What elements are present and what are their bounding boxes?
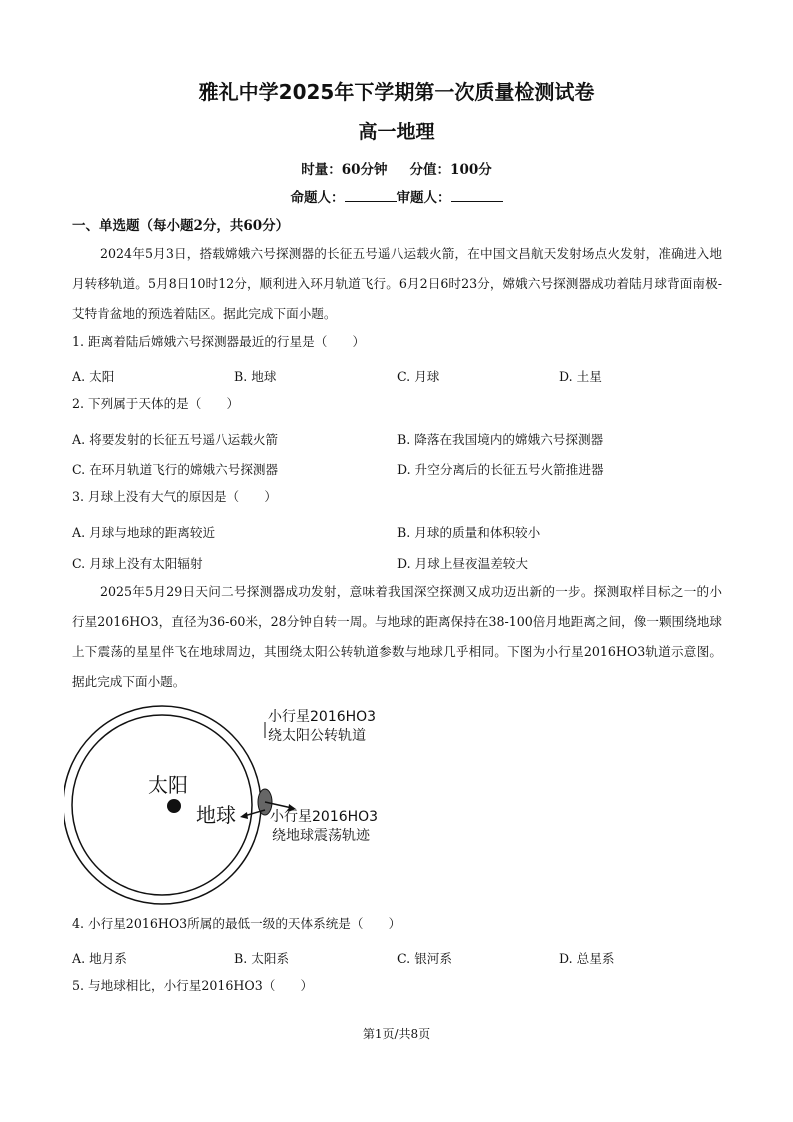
earth-arrow-head: [240, 812, 248, 819]
orbit-sun-label-1: 小行星2016HO3: [268, 709, 377, 725]
q2-option-c: C. 在环月轨道飞行的嫦娥六号探测器: [72, 462, 279, 477]
sun-label: 太阳: [148, 773, 188, 797]
time-label: 时量：60分钟: [301, 162, 388, 178]
question-5-stem: 5. 与地球相比，小行星2016HO3（ ）: [72, 978, 314, 993]
passage-1: 2024年5月3日，搭载嫦娥六号探测器的长征五号遥八运载火箭，在中国文昌航天发射场点火发射，准确进入地月转移轨道。5月8日10时12分，顺利进入环月轨道飞行。6月2日6时23分，嫦娥六号探测器成功着陆月球背面南极-艾特肯盆地的预选着陆区。据此完成下面小题。: [72, 246, 722, 321]
q1-option-a: A. 太阳: [72, 369, 115, 384]
section-heading: 一、单选题（每小题2分，共60分）: [72, 218, 290, 234]
orbit-sun-label-2: 绕太阳公转轨道: [268, 728, 366, 744]
setter-line: [0, 186, 793, 206]
orbit-earth-label-2: 绕地球震荡轨迹: [272, 828, 370, 844]
page-footer: 第1页/共8页: [362, 1027, 431, 1041]
q2-option-b: B. 降落在我国境内的嫦娥六号探测器: [397, 432, 604, 447]
question-4-stem: 4. 小行星2016HO3所属的最低一级的天体系统是（ ）: [72, 916, 402, 931]
orbit-earth-label-1: 小行星2016HO3: [270, 809, 379, 825]
q3-option-d: D. 月球上昼夜温差较大: [397, 556, 528, 571]
q4-option-b: B. 太阳系: [234, 951, 290, 966]
reviewer-label: 审题人：: [396, 190, 451, 206]
q1-option-c: C. 月球: [397, 369, 440, 384]
q1-option-d: D. 土星: [559, 369, 602, 384]
q1-option-b: B. 地球: [234, 369, 277, 384]
q3-option-b: B. 月球的质量和体积较小: [397, 525, 541, 540]
q3-option-c: C. 月球上没有太阳辐射: [72, 556, 203, 571]
question-2-stem: 2. 下列属于天体的是（ ）: [72, 396, 240, 411]
earth-label: 地球: [196, 803, 236, 827]
passage-2: 2025年5月29日天问二号探测器成功发射，意味着我国深空探测又成功迈出新的一步。探测取样目标之一的小行星2016HO3，直径为36-60米，28分钟自转一周。与地球的距离保持在38-100倍月地距离之间，像一颗围绕地球上下震荡的星星伴飞在地球周边，其围绕太阳公转轨道参数与地球几乎相同。下图为小行星2016HO3轨道示意图。据此完成下面小题。: [72, 584, 722, 689]
q2-option-d: D. 升空分离后的长征五号火箭推进器: [397, 462, 604, 477]
q4-option-d: D. 总星系: [559, 951, 615, 966]
reviewer-blank: [451, 188, 503, 202]
score-label: 分值：100分: [409, 162, 492, 178]
setter-label: 命题人：: [290, 190, 345, 206]
q4-option-a: A. 地月系: [72, 951, 127, 966]
q2-option-a: A. 将要发射的长征五号遥八运载火箭: [72, 432, 279, 447]
setter-blank: [345, 188, 397, 202]
exam-info: [0, 158, 793, 178]
subject-title: 高一地理: [358, 121, 435, 143]
q4-option-c: C. 银河系: [397, 951, 452, 966]
question-3-stem: 3. 月球上没有大气的原因是（ ）: [72, 489, 277, 504]
sun-icon: [167, 799, 181, 813]
q3-option-a: A. 月球与地球的距离较近: [72, 525, 216, 540]
exam-title: 雅礼中学2025年下学期第一次质量检测试卷: [198, 80, 595, 104]
orbit-diagram: [64, 700, 424, 910]
question-1-stem: 1. 距离着陆后嫦娥六号探测器最近的行星是（ ）: [72, 334, 366, 349]
